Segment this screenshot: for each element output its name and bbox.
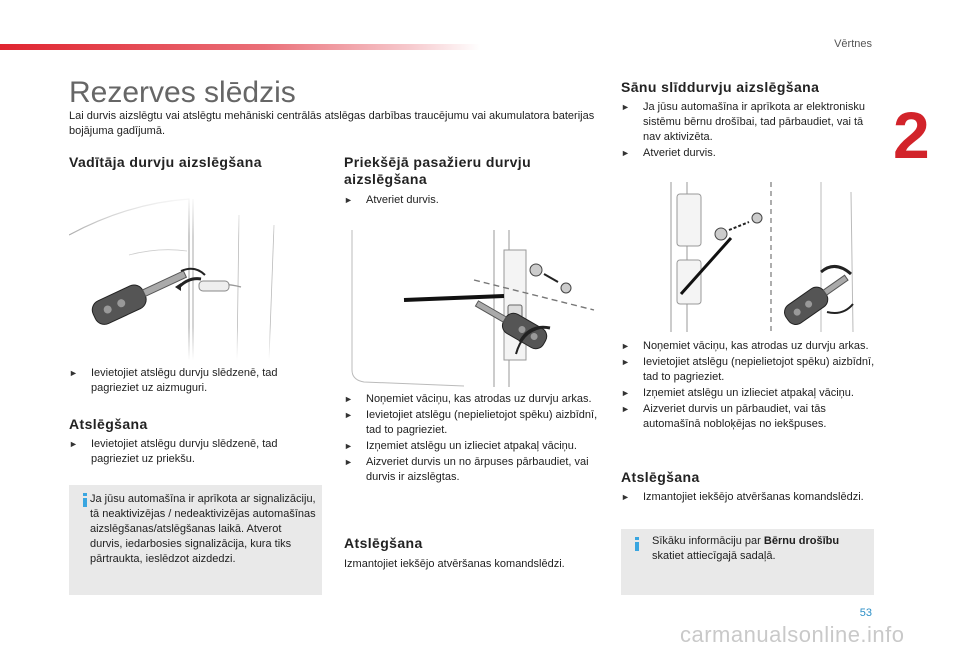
sliding-door-lock-heading: Sānu slīddurvju aizslēgšana [621,79,820,95]
bullet-arrow-icon: ► [621,492,630,502]
sliding-door-unlock-steps [621,490,877,506]
alarm-info-box [69,485,322,595]
list-item: ► Aizveriet durvis un pārbaudiet, vai tās automašīnā nobloķējas no iekšpuses. [621,403,827,430]
sliding-door-pre-steps [621,100,876,162]
sliding-door-steps [621,339,877,433]
info-icon [630,537,644,551]
sliding-door-unlock-heading: Atslēgšana [621,469,700,485]
list-item: ► Atveriet durvis. [344,194,439,206]
driver-door-lock-heading: Vadītāja durvju aizslēgšana [69,154,262,170]
info-text-prefix: Sīkāku informāciju par [652,535,764,547]
alarm-info-text: Ja jūsu automašīna ir aprīkota ar signalizāciju, tā neaktivizējas / nedeaktivizējas automašīnas aizslēgšanas/atslēgšanas laikā. Atverot durvis, iedarbosies signalizācija, kura tiks pārtraukta, ieslēdzot aizdedzi. [90,493,316,565]
bullet-arrow-icon: ► [621,388,630,398]
section-label: Vērtnes [834,38,872,50]
list-item: ► Izņemiet atslēgu un izlieciet atpakaļ vāciņu. [344,440,577,452]
chapter-number: 2 [893,98,930,172]
driver-door-unlock-steps [69,437,319,468]
list-item: ► Izņemiet atslēgu un izlieciet atpakaļ vāciņu. [621,387,854,399]
bullet-arrow-icon: ► [621,102,630,112]
passenger-door-pre-steps [344,193,594,209]
driver-door-steps [69,366,319,397]
bullet-arrow-icon: ► [621,148,630,158]
driver-door-illustration [69,195,322,360]
passenger-door-lock-heading: Priekšējā pasažieru durvju aizslēgšana [344,154,532,187]
driver-door-unlock-heading: Atslēgšana [69,416,148,432]
info-text-suffix: skatiet attiecīgajā sadaļā. [652,550,776,562]
list-item: ► Ievietojiet atslēgu (nepielietojot spēku) aizbīdnī, tad to pagrieziet. [344,409,598,436]
child-safety-info-box [621,529,874,595]
bullet-arrow-icon: ► [621,404,630,414]
bullet-arrow-icon: ► [344,441,353,451]
child-safety-link-text: Bērnu drošību [763,535,840,547]
list-item: ► Ievietojiet atslēgu durvju slēdzenē, tad pagrieziet uz aizmuguri. [69,367,278,394]
bullet-arrow-icon: ► [344,195,353,205]
list-item: ► Atveriet durvis. [621,147,716,159]
bullet-arrow-icon: ► [344,457,353,467]
passenger-door-unlock-heading: Atslēgšana [344,535,423,551]
sliding-door-illustration [621,182,874,332]
bullet-arrow-icon: ► [621,357,630,367]
list-item: ► Izmantojiet iekšējo atvēršanas komandslēdzi. [621,491,864,503]
child-safety-info-text [652,534,867,564]
passenger-door-steps [344,392,600,486]
bullet-arrow-icon: ► [621,341,630,351]
list-item: ► Ievietojiet atslēgu durvju slēdzenē, tad pagrieziet uz priekšu. [69,438,278,465]
list-item: ► Noņemiet vāciņu, kas atrodas uz durvju arkas. [621,340,869,352]
list-item: ► Noņemiet vāciņu, kas atrodas uz durvju arkas. [344,393,592,405]
passenger-door-illustration [344,230,597,387]
header-accent-bar [0,44,480,50]
list-item: ► Ja jūsu automašīna ir aprīkota ar elektronisku sistēmu bērnu drošībai, tad pārbaudiet, vai tā nav aktivizēta. [621,101,865,143]
bullet-arrow-icon: ► [69,439,78,449]
bullet-arrow-icon: ► [69,368,78,378]
list-item: ► Ievietojiet atslēgu (nepielietojot spēku) aizbīdnī, tad to pagrieziet. [621,356,875,383]
page-number: 53 [859,607,872,619]
bullet-arrow-icon: ► [344,410,353,420]
watermark: carmanualsonline.info [680,622,905,647]
page-title: Rezerves slēdzis [69,76,296,109]
list-item: ► Aizveriet durvis un no ārpuses pārbaudiet, vai durvis ir aizslēgtas. [344,456,589,483]
bullet-arrow-icon: ► [344,394,353,404]
intro-text: Lai durvis aizslēgtu vai atslēgtu mehāniski centrālās atslēgas darbības traucējumu vai akumulatora baterijas bojājuma gadījumā. [69,110,595,137]
passenger-door-unlock-text: Izmantojiet iekšējo atvēršanas komandslēdzi. [344,558,565,570]
